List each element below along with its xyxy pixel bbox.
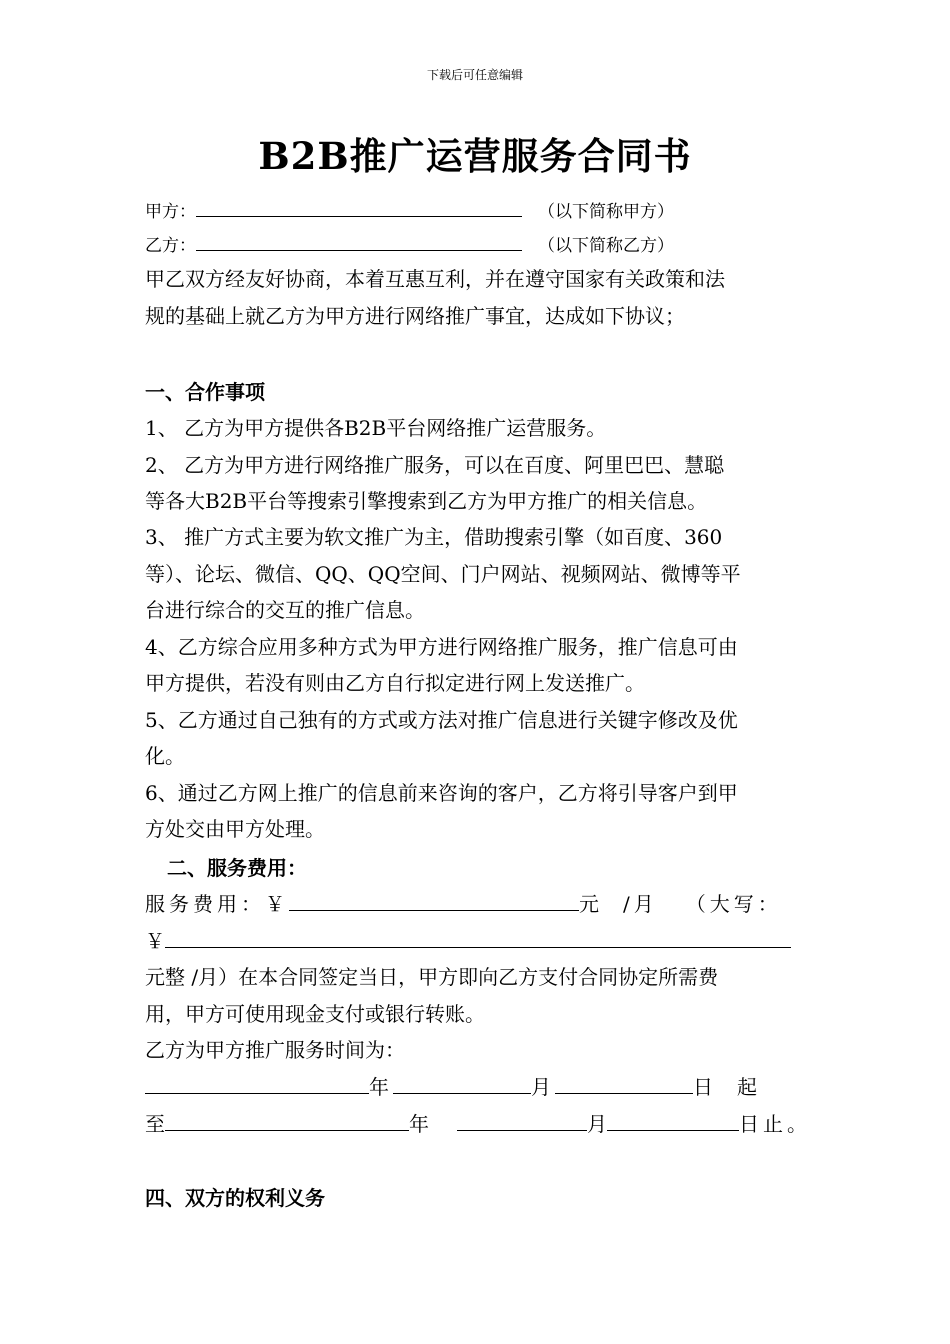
paragraph-line: 元整 /月）在本合同签定当日，甲方即向乙方支付合同协定所需费 bbox=[145, 965, 719, 989]
start-year-blank bbox=[145, 1075, 369, 1094]
fee-caps-blank bbox=[165, 929, 791, 948]
end-year-blank bbox=[165, 1112, 409, 1131]
party-b-row bbox=[145, 231, 674, 256]
fee-label: 服务费用：￥ bbox=[145, 892, 289, 916]
fee-caps-row bbox=[145, 925, 791, 954]
party-b-label: 乙方： bbox=[145, 236, 196, 256]
fee-unit: 元 bbox=[579, 892, 603, 916]
paragraph-line: 6、通过乙方网上推广的信息前来咨询的客户，乙方将引导客户到甲 bbox=[145, 781, 738, 805]
fee-blank bbox=[289, 892, 579, 911]
party-a-row bbox=[145, 197, 674, 222]
paragraph-line: 3、 推广方式主要为软文推广为主，借助搜索引擎（如百度、360 bbox=[145, 525, 723, 549]
paragraph-line: 5、乙方通过自己独有的方式或方法对推广信息进行关键字修改及优 bbox=[145, 708, 738, 732]
fee-caps-label: （大写： bbox=[685, 892, 782, 916]
header-note: 下载后可任意编辑 bbox=[426, 68, 523, 82]
paragraph-line: 2、 乙方为甲方进行网络推广服务，可以在百度、阿里巴巴、慧聪 bbox=[145, 453, 725, 477]
party-a-note: （以下简称甲方） bbox=[538, 202, 674, 222]
party-b-blank bbox=[196, 232, 522, 251]
paragraph-line: 1、 乙方为甲方提供各B2B平台网络推广运营服务。 bbox=[145, 416, 607, 440]
end-date-row bbox=[145, 1108, 811, 1137]
paragraph-line: 化。 bbox=[145, 744, 185, 768]
start-day-blank bbox=[555, 1075, 693, 1094]
paragraph-line: 方处交由甲方处理。 bbox=[145, 817, 325, 841]
yen-symbol: ￥ bbox=[145, 929, 165, 953]
month-label: 月 bbox=[587, 1112, 607, 1136]
end-day-blank bbox=[607, 1112, 739, 1131]
start-month-blank bbox=[393, 1075, 531, 1094]
section-heading-cooperation: 一、合作事项 bbox=[145, 380, 265, 404]
start-date-row bbox=[145, 1071, 757, 1100]
end-month-blank bbox=[457, 1112, 587, 1131]
intro-line: 规的基础上就乙方为甲方进行网络推广事宜，达成如下协议； bbox=[145, 304, 685, 328]
paragraph-line: 台进行综合的交互的推广信息。 bbox=[145, 598, 425, 622]
fee-per: /月 bbox=[623, 892, 658, 916]
party-a-blank bbox=[196, 198, 522, 217]
party-a-label: 甲方： bbox=[145, 202, 196, 222]
paragraph-line: 等）、论坛、微信、QQ、QQ空间、门户网站、视频网站、微博等平 bbox=[145, 562, 741, 586]
document-title: B2B推广运营服务合同书 bbox=[258, 134, 692, 178]
intro-line: 甲乙双方经友好协商，本着互惠互利，并在遵守国家有关政策和法 bbox=[145, 267, 725, 291]
paragraph-line: 4、乙方综合应用多种方式为甲方进行网络推广服务，推广信息可由 bbox=[145, 635, 738, 659]
day-end-label: 日止。 bbox=[739, 1112, 811, 1136]
from-label: 起 bbox=[737, 1075, 757, 1099]
paragraph-line: 甲方提供，若没有则由乙方自行拟定进行网上发送推广。 bbox=[145, 671, 645, 695]
to-label: 至 bbox=[145, 1112, 165, 1136]
year-label: 年 bbox=[369, 1075, 389, 1099]
year-label: 年 bbox=[409, 1112, 429, 1136]
section-heading-rights: 四、双方的权利义务 bbox=[145, 1186, 325, 1210]
fee-row bbox=[145, 888, 782, 917]
service-time-label: 乙方为甲方推广服务时间为： bbox=[145, 1038, 405, 1062]
month-label: 月 bbox=[531, 1075, 551, 1099]
day-label: 日 bbox=[693, 1075, 713, 1099]
paragraph-line: 等各大B2B平台等搜索引擎搜索到乙方为甲方推广的相关信息。 bbox=[145, 489, 708, 513]
section-heading-fees: 二、服务费用： bbox=[167, 856, 307, 880]
party-b-note: （以下简称乙方） bbox=[538, 236, 674, 256]
paragraph-line: 用，甲方可使用现金支付或银行转账。 bbox=[145, 1002, 485, 1026]
